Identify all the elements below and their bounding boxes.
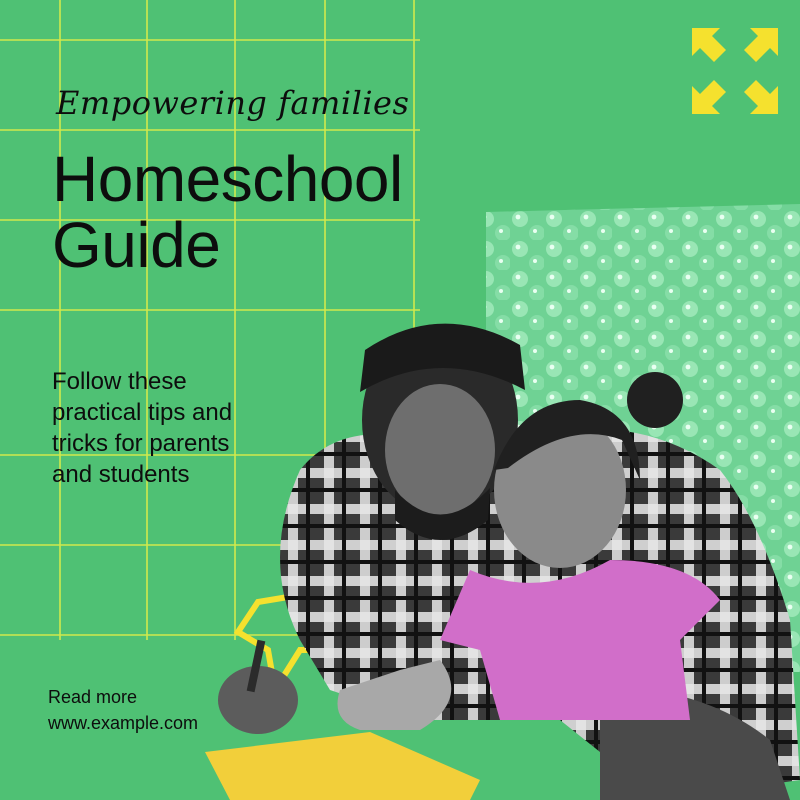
tagline: Empowering families [56, 84, 410, 122]
description-line: Follow these [52, 368, 187, 395]
description-line: practical tips and [52, 399, 233, 426]
description-text [52, 366, 352, 490]
description-line: and students [52, 461, 190, 488]
title-line: Guide [52, 209, 221, 281]
title-line: Homeschool [52, 143, 403, 215]
page-title [52, 143, 403, 281]
description-line: tricks for parents [52, 430, 230, 457]
read-more-label[interactable]: Read more [48, 687, 138, 707]
read-more-block[interactable] [48, 684, 198, 736]
website-link[interactable]: www.example.com [48, 713, 199, 733]
